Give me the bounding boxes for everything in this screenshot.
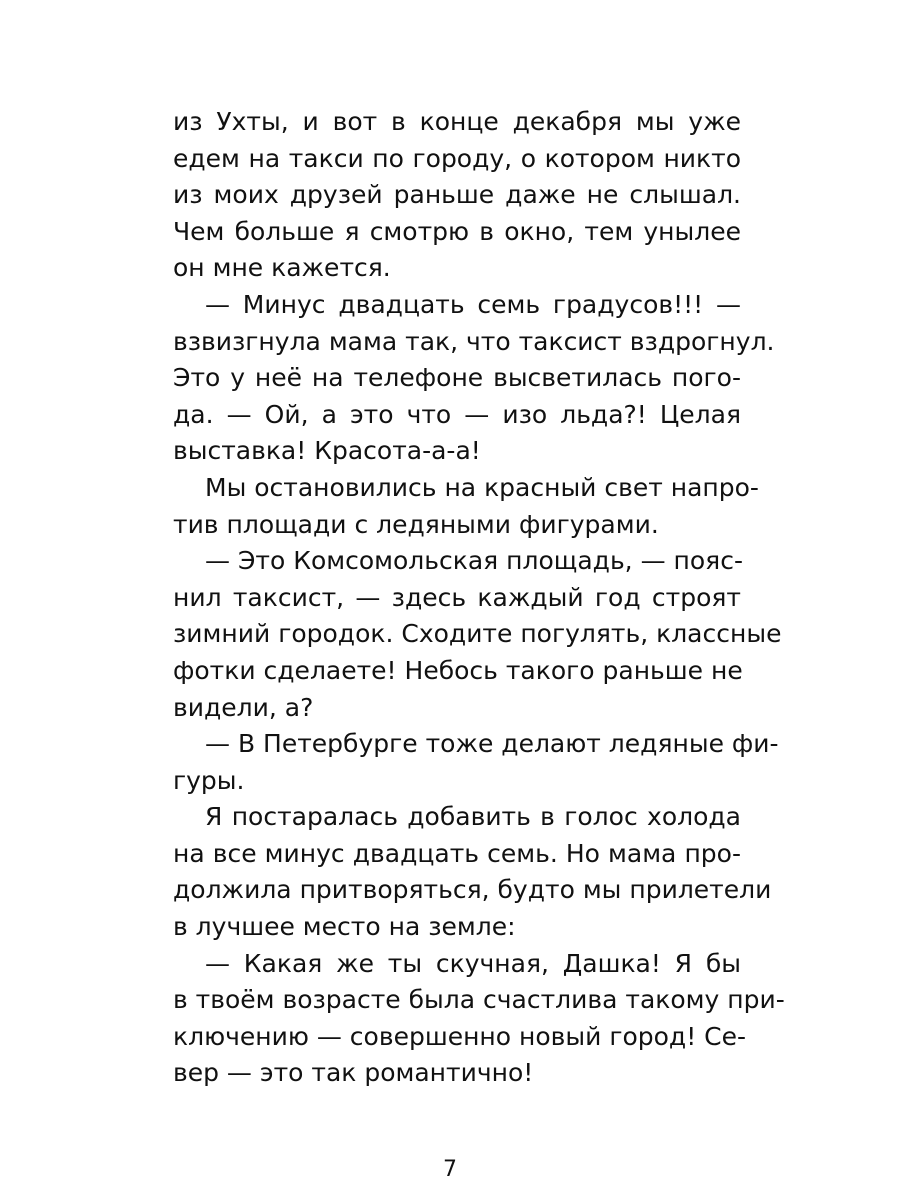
text-line: едем на такси по городу, о котором никто xyxy=(173,143,741,173)
text-line: зимний городок. Сходите погулять, классные xyxy=(173,619,782,649)
text-line: — Это Комсомольская площадь, — пояс- xyxy=(205,546,743,576)
paragraph xyxy=(173,543,782,726)
text-line: — Какая же ты скучная, Дашка! Я бы xyxy=(205,948,741,978)
text-line: взвизгнула мама так, что таксист вздрогнул. xyxy=(173,326,775,356)
text-line: должила притворяться, будто мы прилетели xyxy=(173,875,772,905)
text-line: ключению — совершенно новый город! Се- xyxy=(173,1021,747,1051)
text-line: Я постаралась добавить в голос холода xyxy=(205,802,741,832)
paragraph xyxy=(173,726,779,799)
text-line: Мы остановились на красный свет напро- xyxy=(205,472,759,502)
text-line: он мне кажется. xyxy=(173,253,391,283)
paragraph xyxy=(173,799,772,945)
text-line: в твоём возрасте была счастлива такому при- xyxy=(173,985,785,1015)
paragraph xyxy=(173,104,741,287)
paragraph xyxy=(173,470,759,543)
paragraph xyxy=(173,946,785,1092)
text-line: — Минус двадцать семь градусов!!! — xyxy=(205,289,741,319)
text-line: нил таксист, — здесь каждый год строят xyxy=(173,582,741,612)
body-text xyxy=(173,104,785,1092)
text-line: гуры. xyxy=(173,765,245,795)
text-line: из моих друзей раньше даже не слышал. xyxy=(173,180,741,210)
text-line: тив площади с ледяными фигурами. xyxy=(173,509,659,539)
page-number: 7 xyxy=(443,1157,457,1182)
text-line: вер — это так романтично! xyxy=(173,1058,534,1088)
text-line: фотки сделаете! Небось такого раньше не xyxy=(173,655,743,685)
text-line: на все минус двадцать семь. Но мама про- xyxy=(173,838,741,868)
paragraph xyxy=(173,287,775,470)
text-line: видели, а? xyxy=(173,692,314,722)
text-line: Это у неё на телефоне высветилась пого- xyxy=(173,363,741,393)
text-line: Чем больше я смотрю в окно, тем унылее xyxy=(173,216,741,246)
text-line: — В Петербурге тоже делают ледяные фи- xyxy=(205,729,779,759)
text-line: в лучшее место на земле: xyxy=(173,912,516,942)
text-line: да. — Ой, а это что — изо льда?! Целая xyxy=(173,399,741,429)
text-line: выставка! Красота-а-а! xyxy=(173,436,481,466)
text-line: из Ухты, и вот в конце декабря мы уже xyxy=(173,107,741,136)
